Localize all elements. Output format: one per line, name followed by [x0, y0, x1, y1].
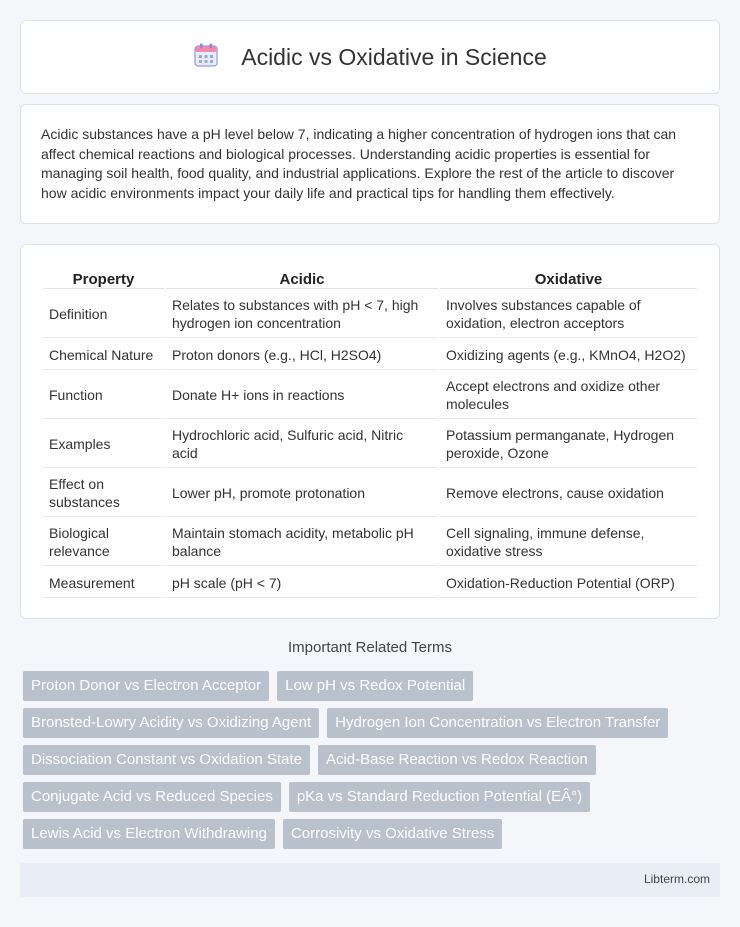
footer	[20, 863, 720, 897]
related-terms-title: Important Related Terms	[288, 639, 452, 656]
table-cell: Remove electrons, cause oxidation	[440, 470, 697, 517]
table-row	[43, 470, 697, 517]
table-cell: Proton donors (e.g., HCl, H2SO4)	[166, 340, 438, 370]
tag-row	[23, 819, 723, 849]
related-term-tag[interactable]: Lewis Acid vs Electron Withdrawing	[23, 819, 275, 849]
related-term-tag[interactable]: Bronsted-Lowry Acidity vs Oxidizing Agent	[23, 708, 319, 738]
comparison-table	[41, 265, 699, 600]
table-cell: pH scale (pH < 7)	[166, 568, 438, 598]
related-term-tag[interactable]: Acid-Base Reaction vs Redox Reaction	[318, 745, 596, 775]
table-row	[43, 291, 697, 338]
table-cell: Potassium permanganate, Hydrogen peroxide, Ozone	[440, 421, 697, 468]
related-term-tag[interactable]: Corrosivity vs Oxidative Stress	[283, 819, 502, 849]
related-term-tag[interactable]: Dissociation Constant vs Oxidation State	[23, 745, 310, 775]
table-cell: Biological relevance	[43, 519, 164, 566]
related-term-tag[interactable]: Proton Donor vs Electron Acceptor	[23, 671, 269, 701]
intro-text: Acidic substances have a pH level below 7, indicating a higher concentration of hydrogen ions that can affect chemical reactions and biological processes. Understanding acidic properties is essential for managing soil health, food quality, and industrial applications. Explore the rest of the article to discover how acidic environments impact your daily life and practical tips for handling them effectively.	[41, 126, 677, 201]
tag-row	[23, 708, 723, 738]
tag-row	[23, 671, 723, 701]
header-card	[20, 20, 720, 94]
table-cell: Chemical Nature	[43, 340, 164, 370]
table-cell: Lower pH, promote protonation	[166, 470, 438, 517]
table-row	[43, 340, 697, 370]
table-cell: Effect on substances	[43, 470, 164, 517]
related-term-tag[interactable]: Conjugate Acid vs Reduced Species	[23, 782, 281, 812]
table-cell: Oxidation-Reduction Potential (ORP)	[440, 568, 697, 598]
table-row	[43, 519, 697, 566]
table-row	[43, 421, 697, 468]
table-cell: Function	[43, 372, 164, 419]
table-cell: Definition	[43, 291, 164, 338]
table-cell: Relates to substances with pH < 7, high hydrogen ion concentration	[166, 291, 438, 338]
related-term-tag[interactable]: pKa vs Standard Reduction Potential (EÂ°)	[289, 782, 590, 812]
column-header: Acidic	[166, 267, 438, 289]
footer-site-link[interactable]: Libterm.com	[643, 872, 710, 886]
comparison-card	[20, 244, 720, 619]
table-cell: Oxidizing agents (e.g., KMnO4, H2O2)	[440, 340, 697, 370]
table-cell: Donate H+ ions in reactions	[166, 372, 438, 419]
table-cell: Accept electrons and oxidize other molecules	[440, 372, 697, 419]
tag-row	[23, 745, 723, 775]
related-terms	[23, 671, 723, 856]
related-term-tag[interactable]: Low pH vs Redox Potential	[277, 671, 473, 701]
table-header-row	[43, 267, 697, 289]
column-header: Property	[43, 267, 164, 289]
intro-card	[20, 104, 720, 224]
column-header: Oxidative	[440, 267, 697, 289]
calendar-icon	[193, 42, 219, 73]
page-title: Acidic vs Oxidative in Science	[241, 43, 547, 70]
related-term-tag[interactable]: Hydrogen Ion Concentration vs Electron Transfer	[327, 708, 668, 738]
table-cell: Measurement	[43, 568, 164, 598]
table-row	[43, 372, 697, 419]
table-row	[43, 568, 697, 598]
table-cell: Examples	[43, 421, 164, 468]
table-cell: Hydrochloric acid, Sulfuric acid, Nitric acid	[166, 421, 438, 468]
table-cell: Maintain stomach acidity, metabolic pH balance	[166, 519, 438, 566]
tag-row	[23, 782, 723, 812]
table-cell: Cell signaling, immune defense, oxidative stress	[440, 519, 697, 566]
table-cell: Involves substances capable of oxidation, electron acceptors	[440, 291, 697, 338]
